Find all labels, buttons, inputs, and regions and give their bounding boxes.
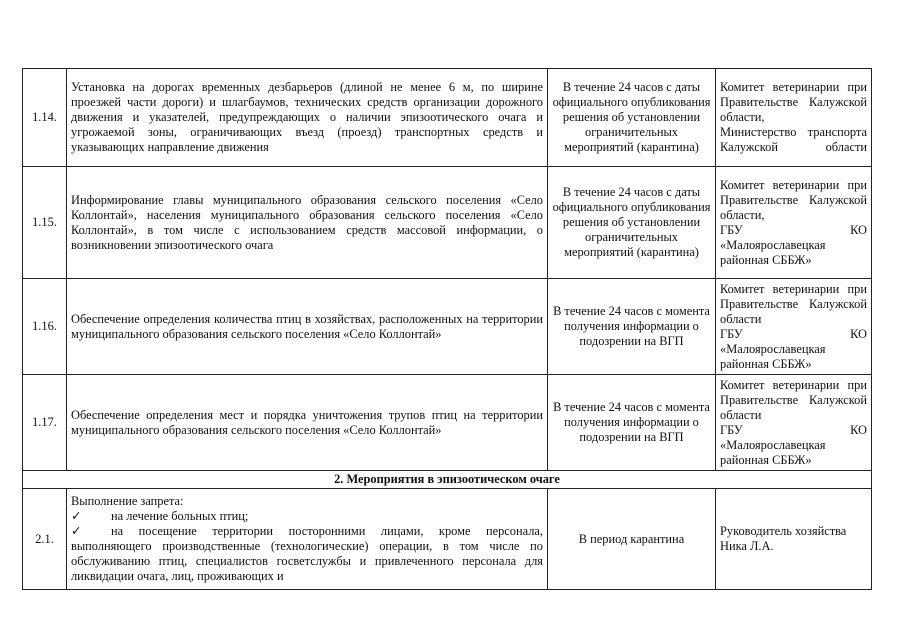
table-row (23, 279, 872, 375)
responsible-line: Министерство транспорта Калужской области (720, 125, 867, 154)
measure-term: В течение 24 часов с даты официального опубликования решения об установлении ограничительных мероприятий (карантина) (548, 69, 716, 167)
row-number: 1.14. (23, 69, 67, 167)
measure-description: Обеспечение определения количества птиц в хозяйствах, расположенных на территории муниципального образования сельского поселения «Село Коллонтай» (67, 279, 548, 375)
section-header-row (23, 471, 872, 489)
responsible-line: Ника Л.А. (720, 539, 774, 553)
measure-responsible (716, 489, 872, 590)
measure-description: Обеспечение определения мест и порядка уничтожения трупов птиц на территории муниципального образования сельского поселения «Село Коллонтай» (67, 375, 548, 471)
row-number: 1.15. (23, 167, 67, 279)
responsible-line: Комитет ветеринарии при Правительстве Калужской области, (720, 177, 867, 222)
responsible-ko: КО (850, 222, 867, 237)
measure-description (67, 489, 548, 590)
responsible-line: «Малоярославецкая районная СББЖ» (720, 437, 826, 467)
measure-responsible (716, 69, 872, 167)
responsible-line: Комитет ветеринарии при Правительстве Калужской области, (720, 80, 867, 124)
prohibition-item (71, 509, 543, 524)
prohibition-intro: Выполнение запрета: (71, 494, 184, 508)
responsible-gbu: ГБУ (720, 222, 743, 237)
responsible-ko: КО (850, 422, 867, 437)
measure-term: В период карантина (548, 489, 716, 590)
responsible-line: Комитет ветеринарии при Правительстве Калужской области (720, 281, 867, 326)
section-title: 2. Мероприятия в эпизоотическом очаге (23, 471, 872, 489)
responsible-gbu: ГБУ (720, 422, 743, 437)
responsible-line: «Малоярославецкая районная СББЖ» (720, 237, 826, 267)
row-number: 1.16. (23, 279, 67, 375)
table-row (23, 375, 872, 471)
responsible-gbu: ГБУ (720, 326, 743, 341)
table-row (23, 69, 872, 167)
measure-description: Установка на дорогах временных дезбарьеров (длиной не менее 6 м, по ширине проезжей части дороги) и шлагбаумов, технических средств организации дорожного движения и указателей, предупреждающих о наличии эпизоотического очага и угрожаемой зоны, ограничивающих въезд (проезд) транспортных средств и указывающих направление движения (67, 69, 548, 167)
measures-table (22, 68, 872, 590)
checkmark-icon: ✓ (71, 524, 82, 538)
prohibition-item (71, 524, 543, 584)
table-row (23, 489, 872, 590)
responsible-org-line (720, 327, 867, 342)
prohibition-item-text: на лечение больных птиц; (111, 509, 249, 523)
prohibition-item-text: на посещение территории посторонними лицами, кроме персонала, выполняющего производственные (технологические) операции, в том числе по обслуживанию птиц, специалистов госветслужбы и привлеченного персонала для ликвидации очага, лиц, проживающих и (71, 524, 543, 583)
measure-description: Информирование главы муниципального образования сельского поселения «Село Коллонтай», населения муниципального образования сельского поселения «Село Коллонтай», в том числе с использованием средств массовой информации, о возникновении эпизоотического очага (67, 167, 548, 279)
row-number: 2.1. (23, 489, 67, 590)
measure-responsible (716, 375, 872, 471)
checkmark-icon: ✓ (71, 509, 82, 523)
responsible-org-line (720, 423, 867, 438)
measure-term: В течение 24 часов с момента получения информации о подозрении на ВГП (548, 375, 716, 471)
responsible-line: «Малоярославецкая районная СББЖ» (720, 341, 826, 371)
table-row (23, 167, 872, 279)
responsible-line: Комитет ветеринарии при Правительстве Калужской области (720, 377, 867, 422)
responsible-line: Руководитель хозяйства (720, 524, 847, 538)
measure-responsible (716, 167, 872, 279)
measure-responsible (716, 279, 872, 375)
responsible-org-line (720, 223, 867, 238)
measure-term: В течение 24 часов с даты официального опубликования решения об установлении ограничительных мероприятий (карантина) (548, 167, 716, 279)
row-number: 1.17. (23, 375, 67, 471)
measure-term: В течение 24 часов с момента получения информации о подозрении на ВГП (548, 279, 716, 375)
responsible-ko: КО (850, 326, 867, 341)
